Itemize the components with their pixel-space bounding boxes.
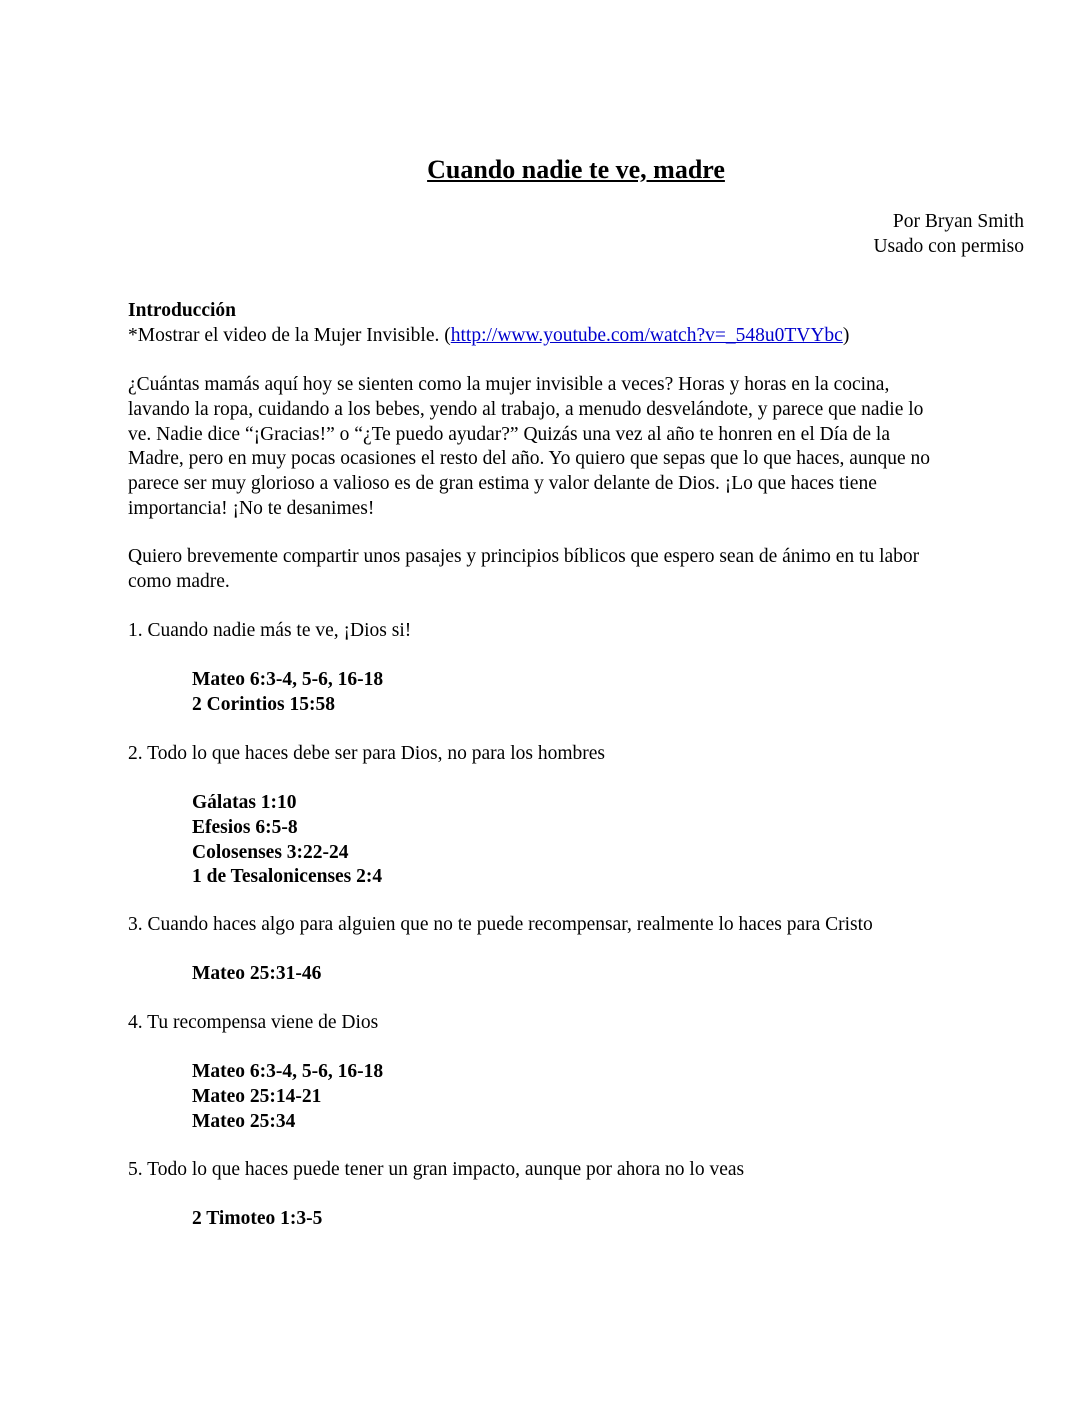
scripture-reference: Mateo 6:3-4, 5-6, 16-18 <box>192 669 384 690</box>
scripture-reference: Mateo 25:31-46 <box>192 963 322 984</box>
video-prefix: *Mostrar el video de la Mujer Invisible. ( <box>128 324 451 346</box>
paragraph-line: como madre. <box>128 570 230 592</box>
paragraph-line: Quiero brevemente compartir unos pasajes y principios bíblicos que espero sean de ánimo en tu labor <box>128 546 920 567</box>
scripture-reference: Efesios 6:5-8 <box>192 816 298 838</box>
scripture-reference: Mateo 6:3-4, 5-6, 16-18 <box>192 1061 384 1082</box>
point-text: 1. Cuando nadie más te ve, ¡Dios si! <box>128 620 412 641</box>
paragraph-2 <box>128 545 1028 595</box>
point-text: 5. Todo lo que haces puede tener un gran impacto, aunque por ahora no lo veas <box>128 1159 745 1180</box>
paragraph-line: lavando la ropa, cuidando a los bebes, yendo al trabajo, a menudo desvelándote, y parece que nadie lo <box>128 398 924 420</box>
scripture-reference: Colosenses 3:22-24 <box>192 841 349 863</box>
point-3 <box>128 913 1028 938</box>
point-3-references <box>192 962 321 987</box>
point-1 <box>128 619 1028 644</box>
permission-line: Usado con permiso <box>873 236 1024 257</box>
point-5-references <box>192 1207 322 1232</box>
intro-video-line <box>128 324 1028 349</box>
paragraph-line: ¿Cuántas mamás aquí hoy se sienten como la mujer invisible a veces? Horas y horas en la cocina, <box>128 374 890 395</box>
point-4 <box>128 1011 1028 1036</box>
video-suffix: ) <box>842 324 850 346</box>
scripture-reference: 2 Timoteo 1:3-5 <box>192 1208 323 1229</box>
paragraph-1 <box>128 373 1028 522</box>
scripture-reference: Mateo 25:34 <box>192 1110 296 1132</box>
paragraph-line: ve. Nadie dice “¡Gracias!” o “¿Te puedo ayudar?” Quizás una vez al año te honren en el Día de la <box>128 423 890 445</box>
point-2 <box>128 742 1028 767</box>
author-line: Por Bryan Smith <box>892 211 1024 232</box>
point-4-references <box>192 1060 383 1134</box>
point-5 <box>128 1158 1028 1183</box>
paragraph-line: parece ser muy glorioso a valioso es de gran estima y valor delante de Dios. ¡Lo que haces tiene <box>128 473 877 495</box>
scripture-reference: 1 de Tesalonicenses 2:4 <box>192 866 383 888</box>
scripture-reference: Mateo 25:14-21 <box>192 1085 322 1107</box>
point-1-references <box>192 668 383 718</box>
intro-section <box>128 299 1028 349</box>
intro-heading: Introducción <box>128 300 236 321</box>
point-text: 2. Todo lo que haces debe ser para Dios, no para los hombres <box>128 743 605 764</box>
scripture-reference: 2 Corintios 15:58 <box>192 693 335 715</box>
byline <box>873 209 1024 259</box>
paragraph-line: importancia! ¡No te desanimes! <box>128 497 375 519</box>
point-text: 3. Cuando haces algo para alguien que no te puede recompensar, realmente lo haces para Cristo <box>128 914 873 935</box>
point-2-references <box>192 791 382 890</box>
paragraph-line: Madre, pero en muy pocas ocasiones el resto del año. Yo quiero que sepas que lo que haces, aunque no <box>128 448 930 470</box>
video-link[interactable]: http://www.youtube.com/watch?v=_548u0TVYbc <box>450 324 843 346</box>
scripture-reference: Gálatas 1:10 <box>192 792 297 813</box>
point-text: 4. Tu recompensa viene de Dios <box>128 1012 379 1033</box>
document-title: Cuando nadie te ve, madre <box>427 155 725 184</box>
